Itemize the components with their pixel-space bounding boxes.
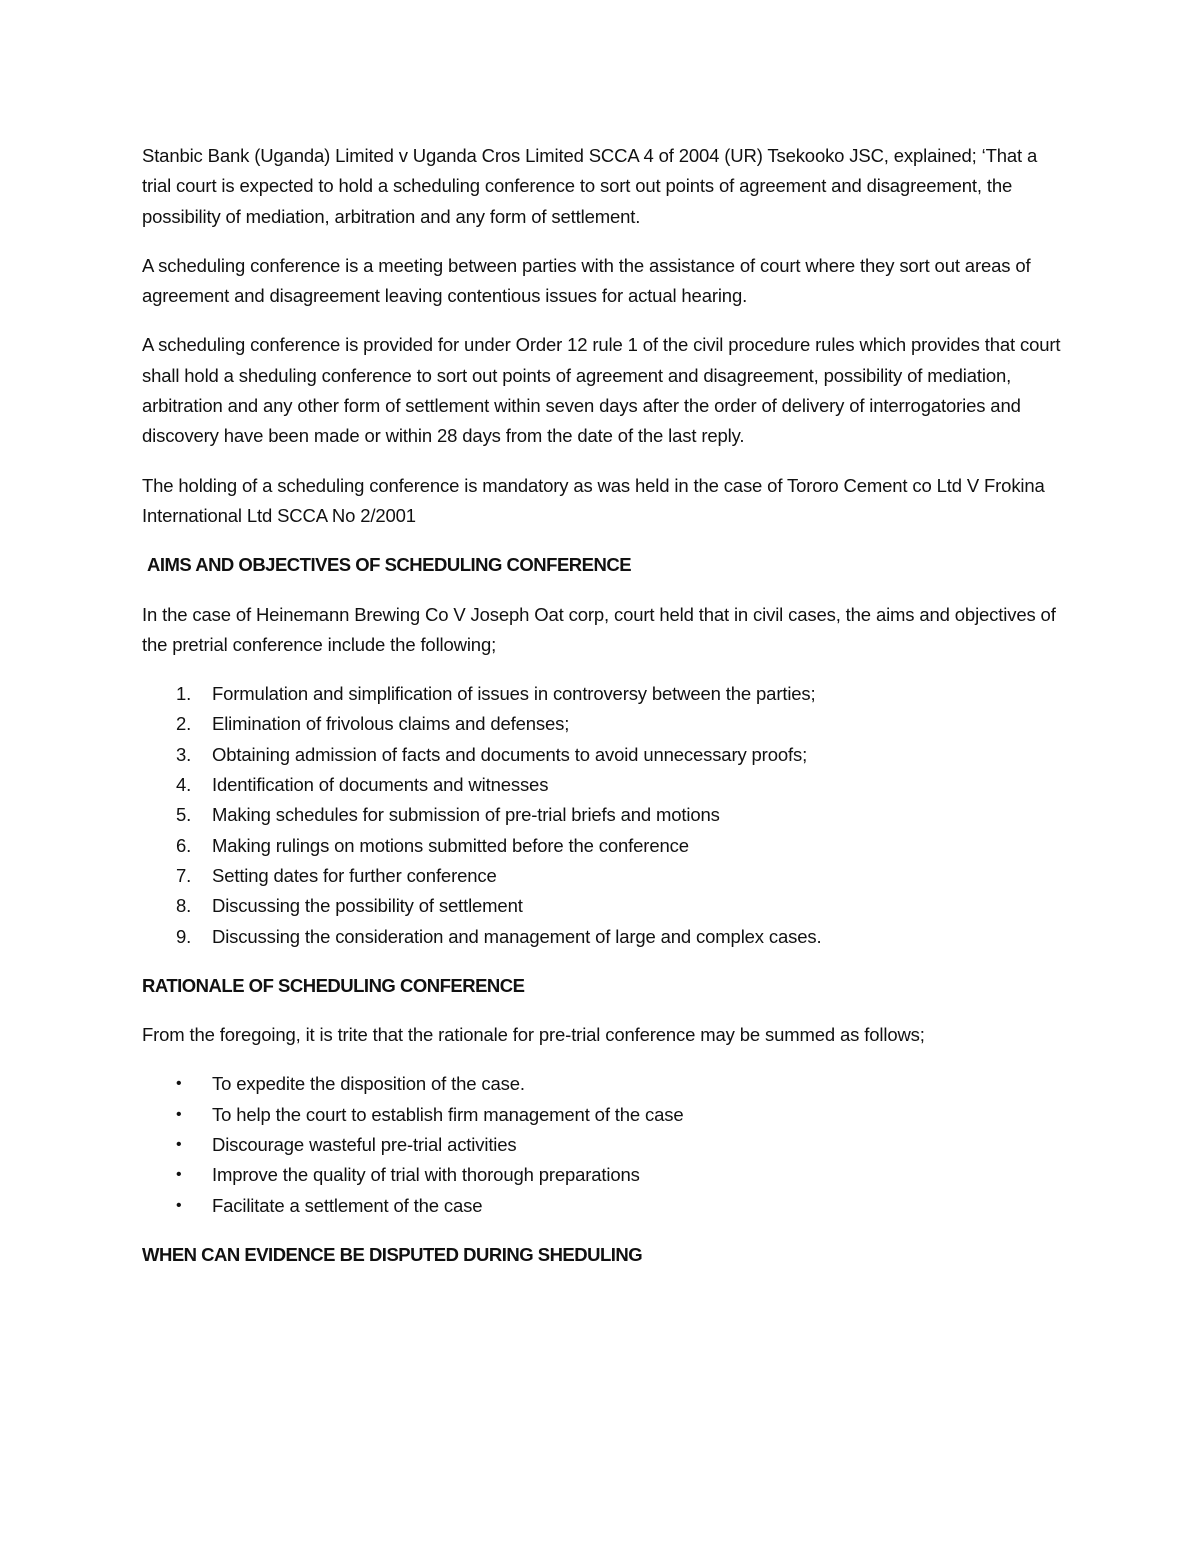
list-item (142, 1191, 1062, 1221)
list-item (142, 922, 1062, 952)
bullet-icon: • (176, 1196, 182, 1214)
aims-list (142, 679, 1062, 952)
list-item (142, 1069, 1062, 1099)
list-item (142, 861, 1062, 891)
list-item-text: Setting dates for further conference (212, 864, 497, 886)
rationale-list (142, 1069, 1062, 1220)
list-item-text: Discourage wasteful pre-trial activities (212, 1134, 517, 1156)
list-number: 7. (176, 864, 192, 886)
list-item (142, 770, 1062, 800)
heading-evidence-disputed: WHEN CAN EVIDENCE BE DISPUTED DURING SHEDULING (142, 1243, 643, 1265)
paragraph-heinemann-case: In the case of Heinemann Brewing Co V Joseph Oat corp, court held that in civil cases, the aims and objectives of the pretrial conference include the following; (142, 603, 1056, 655)
bullet-icon: • (176, 1105, 182, 1123)
list-item-text: Making rulings on motions submitted before the conference (212, 834, 689, 856)
document-body (142, 141, 1062, 1289)
list-item (142, 1160, 1062, 1190)
list-item-text: Making schedules for submission of pre-trial briefs and motions (212, 804, 720, 826)
list-number: 5. (176, 804, 192, 826)
paragraph-definition: A scheduling conference is a meeting between parties with the assistance of court where they sort out areas of agreement and disagreement leaving contentious issues for actual hearing. (142, 254, 1031, 307)
list-item-text: Obtaining admission of facts and documents to avoid unnecessary proofs; (212, 743, 808, 765)
list-item-text: Formulation and simplification of issues in controversy between the parties; (212, 683, 816, 705)
paragraph-mandatory: The holding of a scheduling conference is mandatory as was held in the case of Tororo Cement co Ltd V Frokina International Ltd SCCA No 2/2001 (142, 474, 1045, 526)
bullet-icon: • (176, 1166, 182, 1184)
paragraph-order-12: A scheduling conference is provided for under Order 12 rule 1 of the civil procedure rules which provides that court shall hold a sheduling conference to sort out points of agreement and disagreement, possibility of mediation, arbitration and any other form of settlement within seven days after the order of delivery of interrogatories and discovery have been made or within 28 days from the date of the last reply. (142, 334, 1061, 447)
list-item (142, 800, 1062, 830)
bullet-icon: • (176, 1136, 182, 1154)
list-item-text: Facilitate a settlement of the case (212, 1194, 483, 1216)
list-item-text: Improve the quality of trial with thorough preparations (212, 1164, 640, 1186)
list-item-text: To expedite the disposition of the case. (212, 1073, 525, 1095)
list-number: 2. (176, 713, 192, 735)
list-item (142, 831, 1062, 861)
list-item-text: To help the court to establish firm management of the case (212, 1103, 684, 1125)
list-item (142, 1100, 1062, 1130)
paragraph-stanbic-case: Stanbic Bank (Uganda) Limited v Uganda Cros Limited SCCA 4 of 2004 (UR) Tsekooko JSC, explained; ‘That a trial court is expected to hold a scheduling conference to sort out points of agreement and disagreement, the possibility of mediation, arbitration and any form of settlement. (142, 145, 1038, 227)
list-number: 9. (176, 925, 192, 947)
list-number: 3. (176, 743, 192, 765)
list-item-text: Elimination of frivolous claims and defenses; (212, 713, 570, 735)
list-item (142, 679, 1062, 709)
list-item (142, 709, 1062, 739)
heading-rationale: RATIONALE OF SCHEDULING CONFERENCE (142, 974, 525, 996)
paragraph-foregoing: From the foregoing, it is trite that the rationale for pre-trial conference may be summed as follows; (142, 1024, 925, 1046)
list-number: 8. (176, 895, 192, 917)
list-number: 4. (176, 774, 192, 796)
list-item (142, 740, 1062, 770)
list-item-text: Identification of documents and witnesses (212, 774, 549, 796)
bullet-icon: • (176, 1075, 182, 1093)
list-item-text: Discussing the possibility of settlement (212, 895, 523, 917)
list-item (142, 1130, 1062, 1160)
list-item (142, 891, 1062, 921)
list-number: 6. (176, 834, 192, 856)
list-number: 1. (176, 683, 192, 705)
list-item-text: Discussing the consideration and management of large and complex cases. (212, 925, 822, 947)
heading-aims-objectives: AIMS AND OBJECTIVES OF SCHEDULING CONFERENCE (147, 554, 632, 576)
